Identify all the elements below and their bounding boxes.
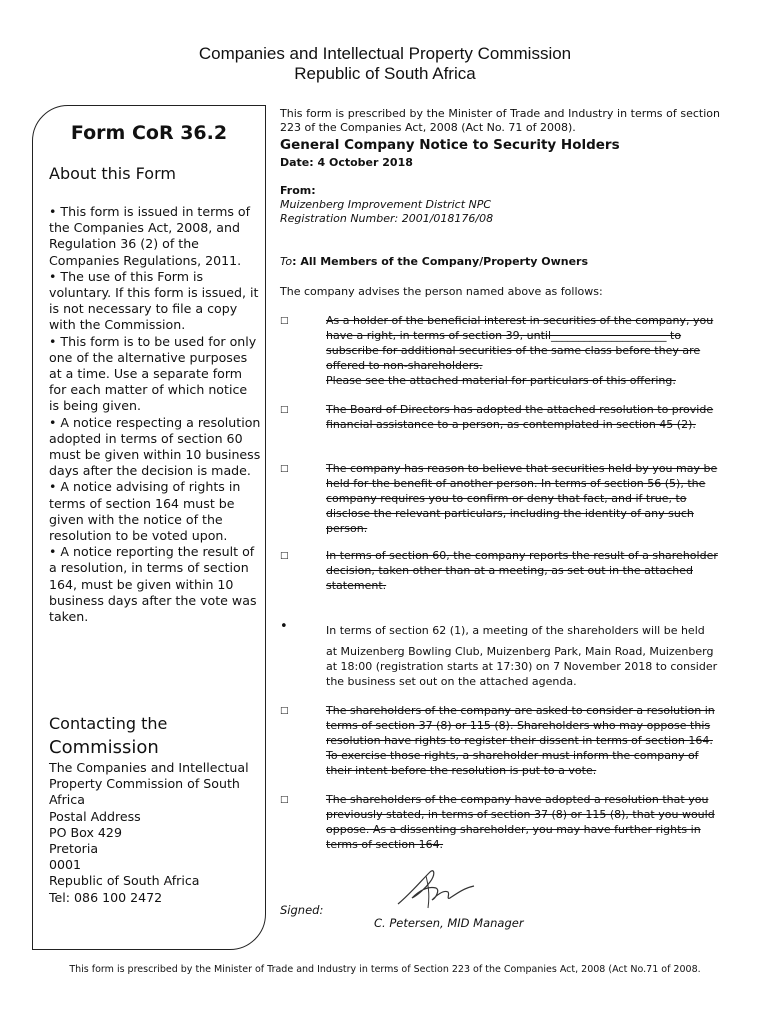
option-line: As a holder of the beneficial interest in securities of the company, you have a right, in terms of section 39, until_____________________ to subscribe for additional securities of the same class before they are offered to non-shareholders. <box>326 314 714 372</box>
option-line: The Board of Directors has adopted the attached resolution to provide financial assistance to a person, as contemplated in section 45 (2). <box>326 403 714 431</box>
from-label: From: <box>280 184 316 197</box>
to-prefix: To <box>280 255 293 268</box>
about-line: • This form is to be used for only one of the alternative purposes at a time. Use a separate form for each matter of which notice is being given. <box>49 333 257 414</box>
page-footer: This form is prescribed by the Minister of Trade and Industry in terms of Section 223 of the Companies Act, 2008 (Act No.71 of 2008. <box>69 964 701 975</box>
prescribed-text: This form is prescribed by the Minister of Trade and Industry in terms of section 223 of the Companies Act, 2008 (Act No. 71 of 2008). <box>280 107 720 134</box>
option-meeting-notice <box>326 623 724 689</box>
option-selected-bullet-icon[interactable]: • <box>280 619 288 634</box>
contact-title-line-1: Contacting the <box>49 714 168 733</box>
option-checkbox-icon[interactable]: □ <box>280 795 289 805</box>
from-block <box>280 198 493 226</box>
option-rights-offer <box>326 313 724 388</box>
about-body <box>49 204 261 625</box>
header-line-1: Companies and Intellectual Property Commission <box>198 44 572 63</box>
option-checkbox-icon[interactable]: □ <box>280 316 289 326</box>
option-checkbox-icon[interactable]: □ <box>280 551 289 561</box>
about-line: • A notice reporting the result of a resolution, in terms of section 164, must be given within 10 business days after the vote was taken. <box>49 544 257 625</box>
notice-body <box>280 0 725 960</box>
signed-label: Signed: <box>280 903 324 917</box>
contact-line: Property Commission of South Africa <box>49 776 240 808</box>
registration-number: Registration Number: 2001/018176/08 <box>280 212 494 225</box>
contact-line: Postal Address <box>49 808 141 824</box>
header-line-2: Republic of South Africa <box>294 64 476 83</box>
option-line: The company has reason to believe that securities held by you may be held for the benefit of another person. In terms of section 56 (5), the company requires you to confirm or deny that fact, and if true, to disclose the relevant particulars, including the identity of any such person. <box>326 462 718 535</box>
option-checkbox-icon[interactable]: □ <box>280 405 289 415</box>
about-line: • A notice advising of rights in terms of section 164 must be given with the notice of the resolution to be voted upon. <box>49 479 241 544</box>
contact-line: The Companies and Intellectual <box>49 760 249 775</box>
from-organisation: Muizenberg Improvement District NPC <box>280 198 492 211</box>
contact-line: Pretoria <box>49 841 99 857</box>
about-line: • The use of this Form is voluntary. If this form is issued, it is not necessary to file a copy with the Commission. <box>49 268 259 333</box>
option-checkbox-icon[interactable]: □ <box>280 464 289 474</box>
contact-line: Republic of South Africa <box>49 873 200 889</box>
contact-title <box>49 712 167 760</box>
option-financial-assistance <box>326 402 724 432</box>
recipient: : All Members of the Company/Property Owners <box>292 255 589 268</box>
signature-image <box>390 864 490 912</box>
option-adopted-resolution <box>326 792 724 852</box>
about-line: • A notice respecting a resolution adopted in terms of section 60 must be given within 10 business days after the decision is made. <box>49 414 261 479</box>
option-line: The shareholders of the company are asked to consider a resolution in terms of section 37 (8) or 115 (8). Shareholders who may oppose this resolution have rights to register their dissent in terms of section 164. To exercise those rights, a shareholder must inform the company of their intent before the resolution is put to a vote. <box>326 704 715 777</box>
option-line: In terms of section 60, the company reports the result of a shareholder decision, taken other than at a meeting, as set out in the attached statement. <box>326 549 718 592</box>
option-line: at Muizenberg Bowling Club, Muizenberg Park, Main Road, Muizenberg at 18:00 (registration starts at 17:30) on 7 November 2018 to consider the business set out on the attached agenda. <box>326 645 718 688</box>
option-beneficial-interest <box>326 461 724 536</box>
contact-line: PO Box 429 <box>49 824 122 840</box>
contact-title-line-2: Commission <box>49 737 159 758</box>
option-checkbox-icon[interactable]: □ <box>280 706 289 716</box>
advises-text: The company advises the person named above as follows: <box>280 285 603 298</box>
option-line: In terms of section 62 (1), a meeting of the shareholders will be held <box>326 624 705 637</box>
recipient-line <box>280 255 588 268</box>
contact-line: 0001 <box>49 857 82 873</box>
form-title: Form CoR 36.2 <box>70 122 228 144</box>
contact-body <box>49 760 261 906</box>
notice-title: General Company Notice to Security Holders <box>280 137 620 153</box>
option-line: Please see the attached material for particulars of this offering. <box>326 374 676 387</box>
contact-line: Tel: 086 100 2472 <box>49 889 163 905</box>
about-title: About this Form <box>49 164 176 183</box>
option-line: The shareholders of the company have adopted a resolution that you previously stated, in terms of section 37 (8) or 115 (8), that you would oppose. As a dissenting shareholder, you may have further rights in terms of section 164. <box>326 793 715 851</box>
notice-date: Date: 4 October 2018 <box>280 156 413 169</box>
signer-name: C. Petersen, MID Manager <box>374 916 524 930</box>
about-line: • This form is issued in terms of the Companies Act, 2008, and Regulation 36 (2) of the Companies Regulations, 2011. <box>49 204 251 268</box>
option-shareholder-decision <box>326 548 724 593</box>
info-sidebar <box>32 105 266 950</box>
option-dissent-rights <box>326 703 724 778</box>
